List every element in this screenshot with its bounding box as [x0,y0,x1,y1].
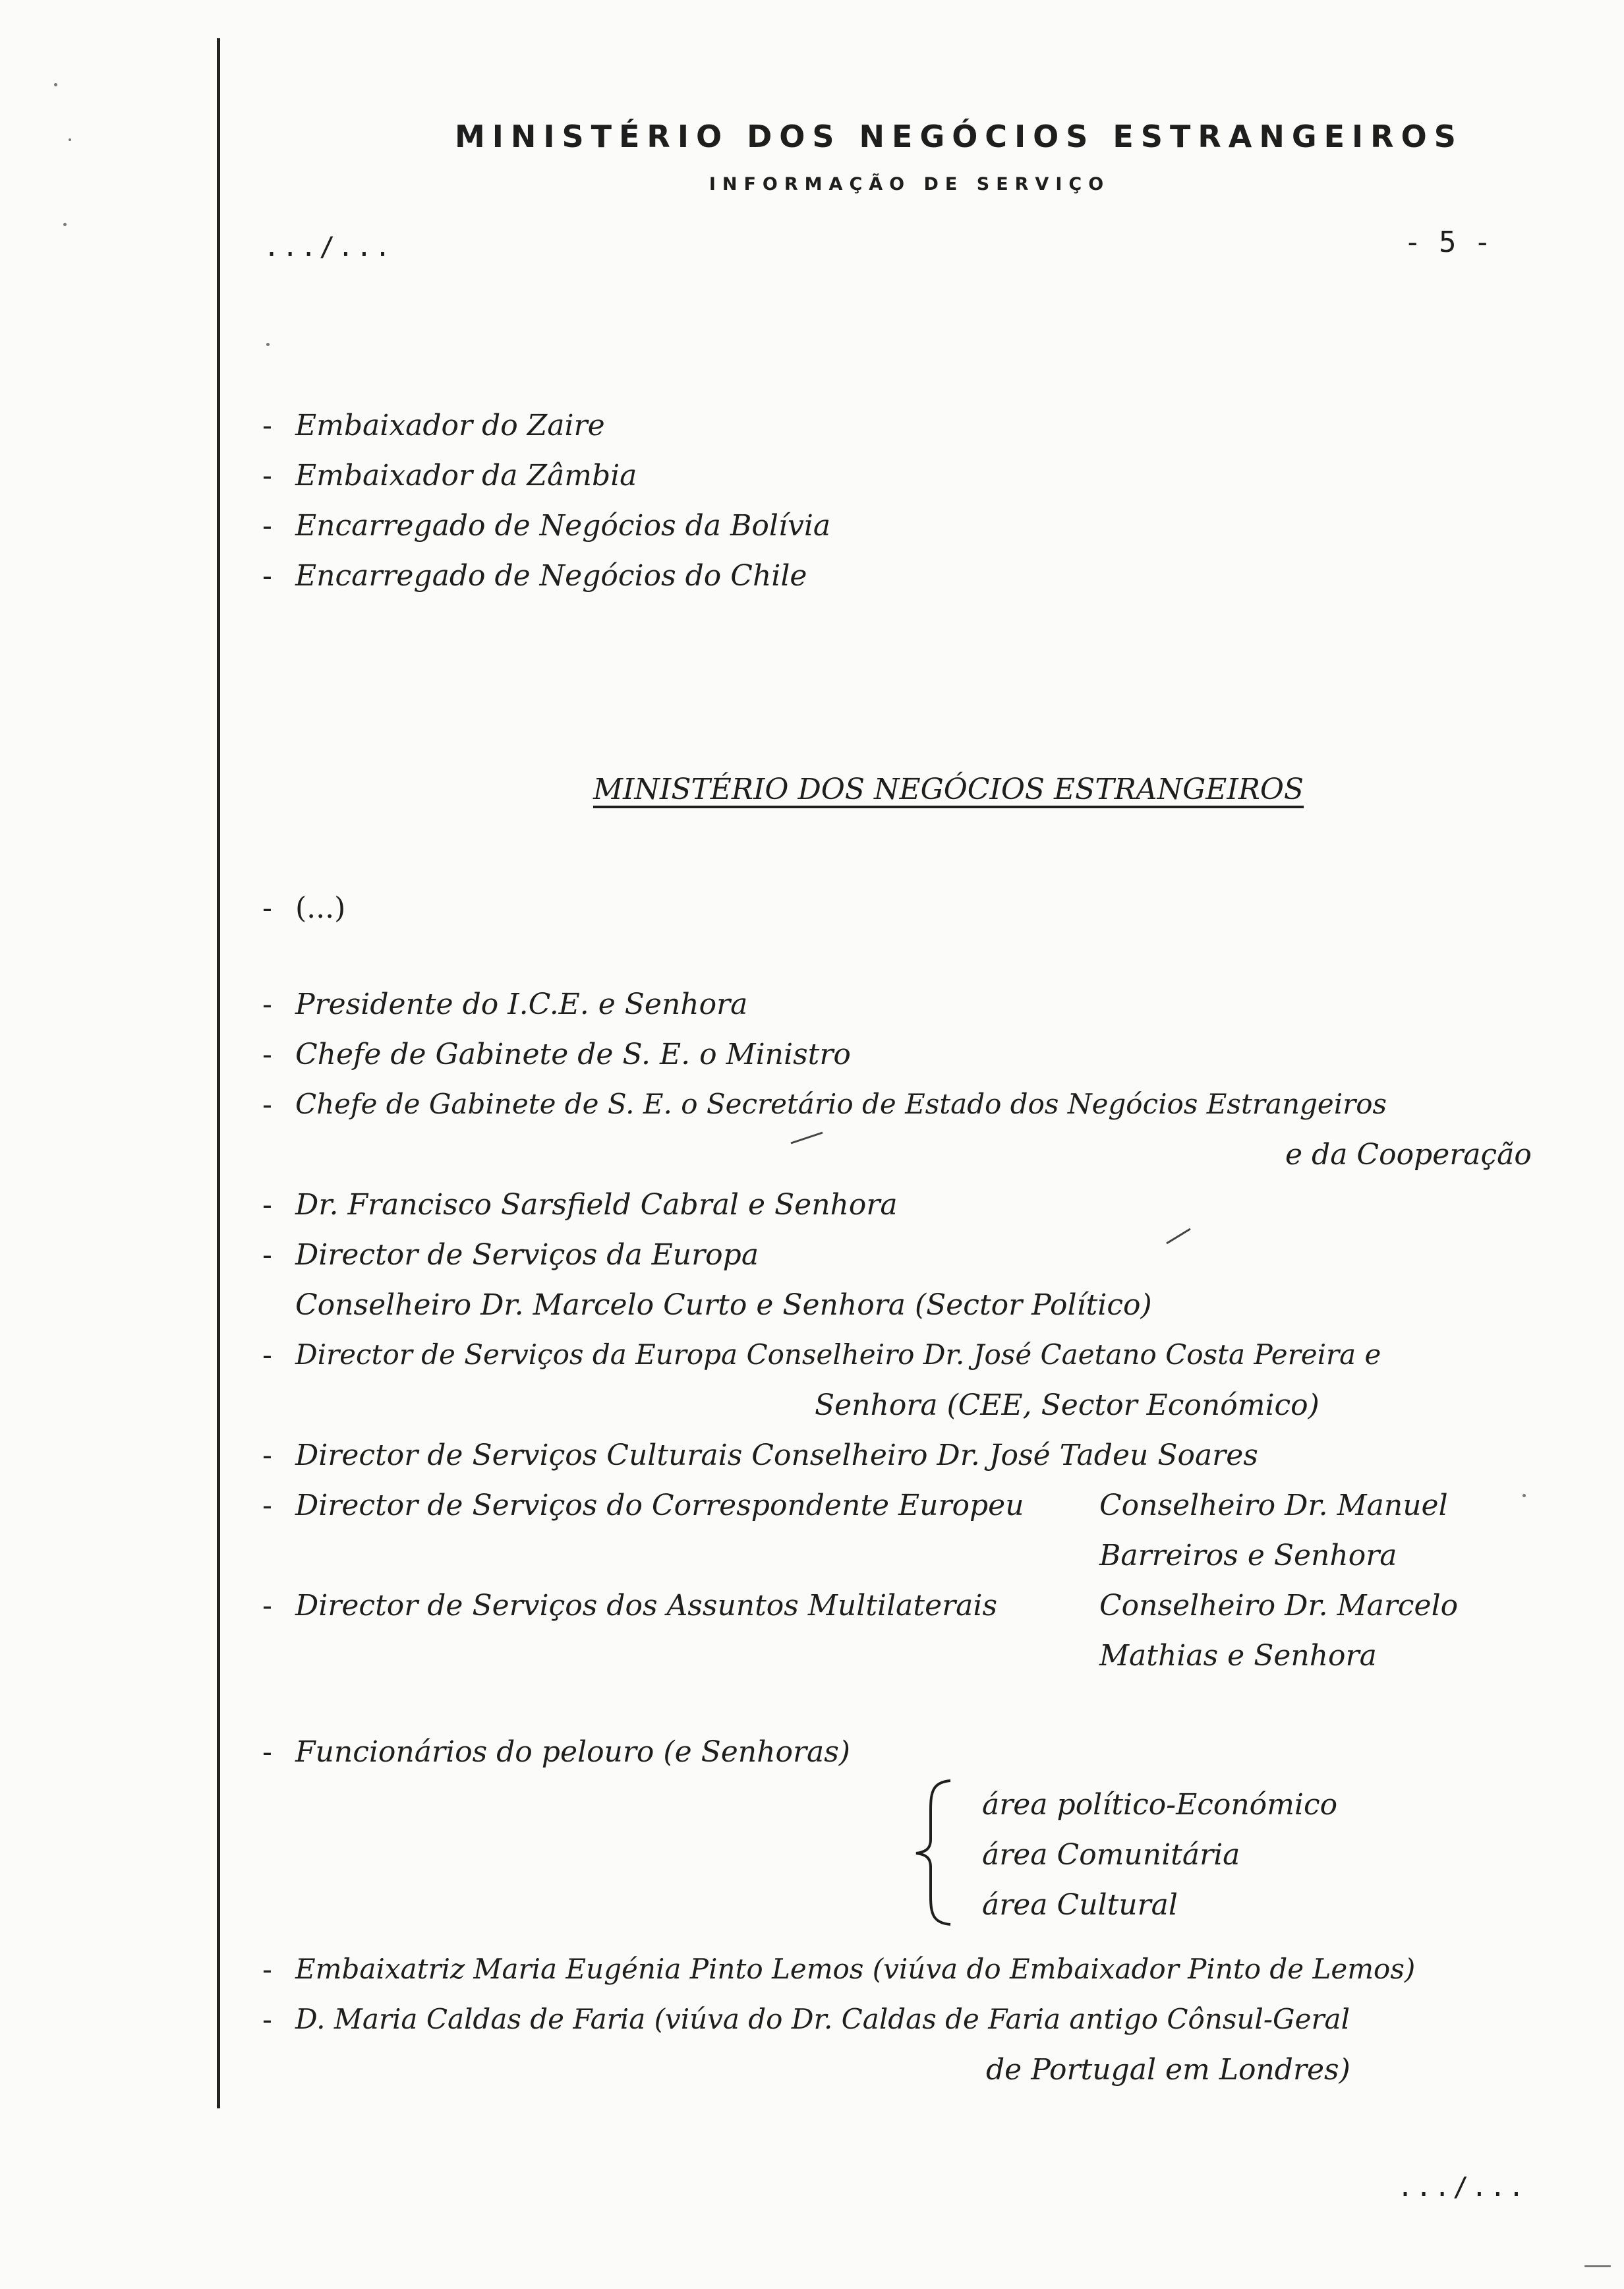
list-item: Encarregado de Negócios da Bolívia [295,509,831,543]
list-item-continuation: Conselheiro Dr. Manuel [1099,1489,1448,1522]
list-dash: - [262,988,272,1021]
list-item: Director de Serviços da Europa Conselheiro Dr. José Caetano Costa Pereira e [295,1338,1381,1371]
margin-rule [217,38,220,2108]
curly-brace-icon [911,1777,957,1928]
speck [63,223,67,226]
list-item: Director de Serviços dos Assuntos Multilaterais [295,1589,998,1622]
continuation-top: .../... [264,232,393,262]
list-item: Director de Serviços da Europa [295,1238,759,1272]
list-item: Chefe de Gabinete de S. E. o Secretário de Estado dos Negócios Estrangeiros [295,1088,1387,1120]
list-item: Presidente do I.C.E. e Senhora [295,988,748,1021]
list-dash: - [262,891,272,925]
speck [69,138,71,141]
speck [266,343,270,346]
list-dash: - [262,1735,272,1769]
list-item: Embaixador da Zâmbia [295,459,637,492]
list-item: Chefe de Gabinete de S. E. o Ministro [295,1038,851,1071]
area-item: área político-Económico [982,1788,1338,1822]
list-dash: - [262,409,272,442]
speck [1522,1494,1526,1497]
list-dash: - [262,559,272,593]
list-dash: - [262,1439,272,1472]
list-dash: - [262,509,272,543]
speck [1584,2265,1611,2267]
list-item-continuation: Conselheiro Dr. Marcelo [1099,1589,1459,1622]
area-item: área Comunitária [982,1838,1240,1872]
list-item: Director de Serviços Culturais Conselheiro Dr. José Tadeu Soares [295,1439,1258,1472]
page-number: - 5 - [1404,225,1492,259]
list-item: Embaixador do Zaire [295,409,605,442]
section-title: MINISTÉRIO DOS NEGÓCIOS ESTRANGEIROS [593,773,1304,806]
list-item: Funcionários do pelouro (e Senhoras) [295,1735,850,1769]
list-item-continuation: Conselheiro Dr. Marcelo Curto e Senhora (Sector Político) [295,1288,1152,1322]
list-dash: - [262,459,272,492]
list-item: Embaixatriz Maria Eugénia Pinto Lemos (viúva do Embaixador Pinto de Lemos) [295,1953,1416,1985]
list-item-continuation: Barreiros e Senhora [1099,1539,1397,1572]
list-dash: - [262,1589,272,1622]
list-dash: - [262,1338,272,1372]
pen-tick-mark [788,1130,828,1146]
list-dash: - [262,2003,272,2036]
list-dash: - [262,1188,272,1222]
list-item: Dr. Francisco Sarsfield Cabral e Senhora [295,1188,898,1222]
list-dash: - [262,1953,272,1986]
list-item: Director de Serviços do Correspondente Europeu [295,1489,1024,1522]
list-item: D. Maria Caldas de Faria (viúva do Dr. Caldas de Faria antigo Cônsul-Geral [295,2003,1350,2035]
service-subtitle: INFORMAÇÃO DE SERVIÇO [709,174,1111,194]
speck [54,83,57,86]
ministry-title: MINISTÉRIO DOS NEGÓCIOS ESTRANGEIROS [455,119,1463,154]
list-item-continuation: de Portugal em Londres) [986,2053,1350,2087]
list-dash: - [262,1489,272,1522]
pen-tick-mark [1164,1226,1194,1246]
list-dash: - [262,1038,272,1071]
area-item: área Cultural [982,1888,1178,1922]
list-item-continuation: e da Cooperação [1285,1138,1532,1172]
list-item-continuation: Mathias e Senhora [1099,1639,1377,1673]
list-item-continuation: Senhora (CEE, Sector Económico) [815,1388,1320,1422]
ellipsis: (...) [295,891,346,925]
list-item: Encarregado de Negócios do Chile [295,559,807,593]
continuation-bottom: .../... [1397,2172,1527,2203]
list-dash: - [262,1238,272,1272]
list-dash: - [262,1088,272,1121]
